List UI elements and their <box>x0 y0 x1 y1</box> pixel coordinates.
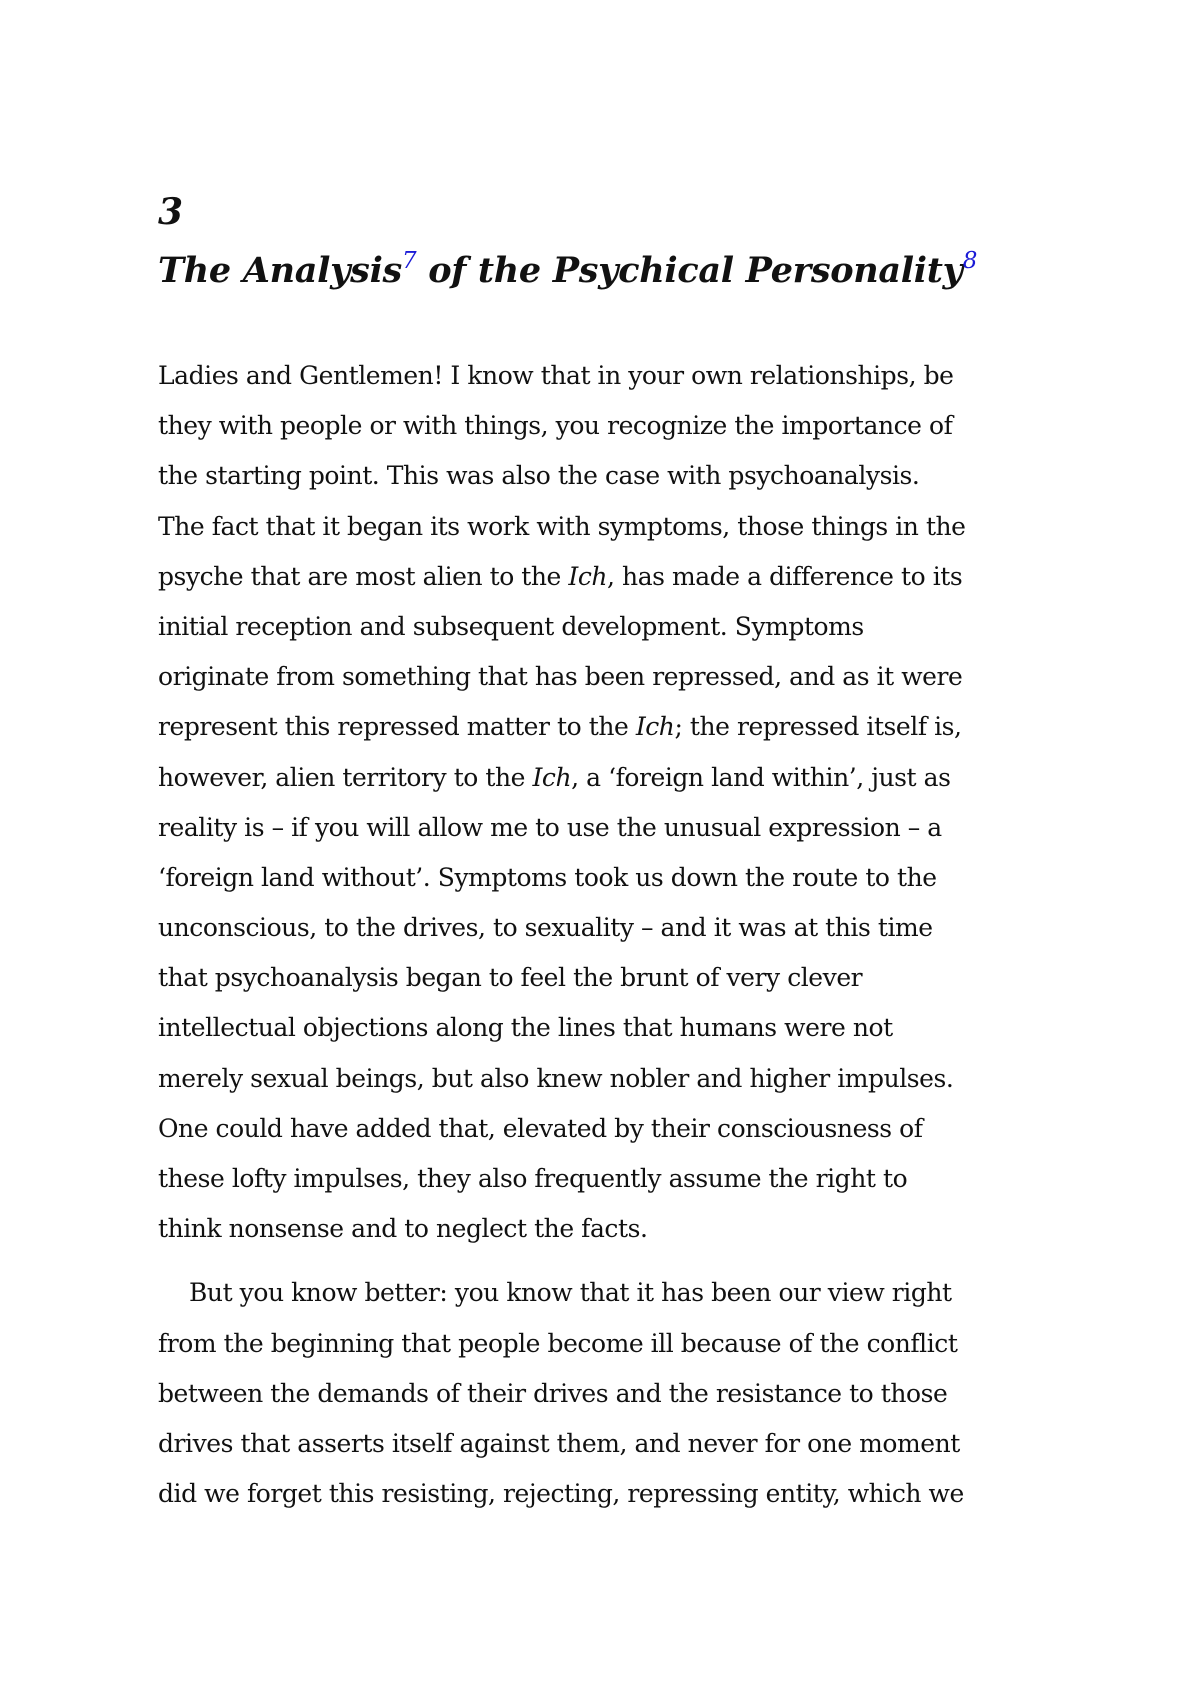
italic-term: Ich <box>635 712 675 742</box>
italic-term: Ich <box>532 762 572 792</box>
text-line <box>158 1268 1058 1318</box>
body-text <box>158 351 1058 1519</box>
text-line <box>158 451 1058 501</box>
text-line <box>158 351 1058 401</box>
text-segment: represent this repressed matter to the <box>158 712 636 742</box>
paragraph-1 <box>158 351 1058 1254</box>
text-line <box>158 1003 1058 1053</box>
text-line <box>158 1319 1058 1369</box>
text-segment: One could have added that, elevated by their consciousness of <box>158 1113 923 1143</box>
text-segment: from the beginning that people become ill because of the conflict <box>158 1328 958 1358</box>
text-segment: unconscious, to the drives, to sexuality – and it was at this time <box>158 913 933 943</box>
footnote-ref-8[interactable]: 8 <box>962 248 978 274</box>
text-line <box>158 1154 1058 1204</box>
text-segment: they with people or with things, you recognize the importance of <box>158 411 953 441</box>
text-line <box>158 401 1058 451</box>
text-segment: between the demands of their drives and the resistance to those <box>158 1378 948 1408</box>
text-line <box>158 1419 1058 1469</box>
text-line <box>158 1104 1058 1154</box>
text-line <box>158 1469 1058 1519</box>
text-line <box>158 602 1058 652</box>
text-segment: initial reception and subsequent development. Symptoms <box>158 611 864 641</box>
italic-term: Ich <box>568 561 608 591</box>
text-segment: did we forget this resisting, rejecting, repressing entity, which we <box>158 1479 964 1509</box>
text-line <box>158 552 1058 602</box>
text-line <box>158 1054 1058 1104</box>
text-line <box>158 953 1058 1003</box>
footnote-ref-7[interactable]: 7 <box>401 248 417 274</box>
text-line <box>158 502 1058 552</box>
paragraph-gap <box>158 1254 1058 1268</box>
text-line <box>158 753 1058 803</box>
text-segment: , has made a difference to its <box>607 561 963 591</box>
text-segment: , a ‘foreign land within’, just as <box>571 762 951 792</box>
text-segment: the starting point. This was also the case with psychoanalysis. <box>158 461 920 491</box>
text-segment: intellectual objections along the lines that humans were not <box>158 1013 893 1043</box>
chapter-title-part1: The Analysis <box>158 250 402 291</box>
text-segment: think nonsense and to neglect the facts. <box>158 1214 648 1244</box>
text-line <box>158 702 1058 752</box>
text-segment: reality is – if you will allow me to use the unusual expression – a <box>158 812 942 842</box>
text-segment: these lofty impulses, they also frequently assume the right to <box>158 1164 908 1193</box>
text-segment: ‘foreign land without’. Symptoms took us down the route to the <box>158 862 937 892</box>
text-segment: however, alien territory to the <box>158 762 533 792</box>
paragraph-2 <box>158 1268 1058 1519</box>
text-line <box>158 1204 1058 1254</box>
chapter-title <box>158 246 1058 296</box>
text-segment: merely sexual beings, but also knew nobler and higher impulses. <box>158 1063 954 1093</box>
text-line <box>158 1369 1058 1419</box>
text-segment: Ladies and Gentlemen! I know that in your own relationships, be <box>158 361 954 390</box>
chapter-number: 3 <box>158 191 184 233</box>
text-segment: that psychoanalysis began to feel the brunt of very clever <box>158 963 863 993</box>
book-page <box>158 190 1058 1519</box>
text-segment: drives that asserts itself against them, and never for one moment <box>158 1428 960 1458</box>
text-segment: The fact that it began its work with symptoms, those things in the <box>158 511 966 541</box>
text-segment: originate from something that has been repressed, and as it were <box>158 662 963 692</box>
chapter-title-part2: of the Psychical Personality <box>416 250 963 291</box>
text-line <box>158 903 1058 953</box>
text-segment: ; the repressed itself is, <box>674 712 962 742</box>
text-segment: But you know better: you know that it has been our view right <box>189 1278 952 1308</box>
text-segment: psyche that are most alien to the <box>158 561 569 591</box>
text-line <box>158 853 1058 903</box>
text-line <box>158 652 1058 702</box>
text-line <box>158 803 1058 853</box>
